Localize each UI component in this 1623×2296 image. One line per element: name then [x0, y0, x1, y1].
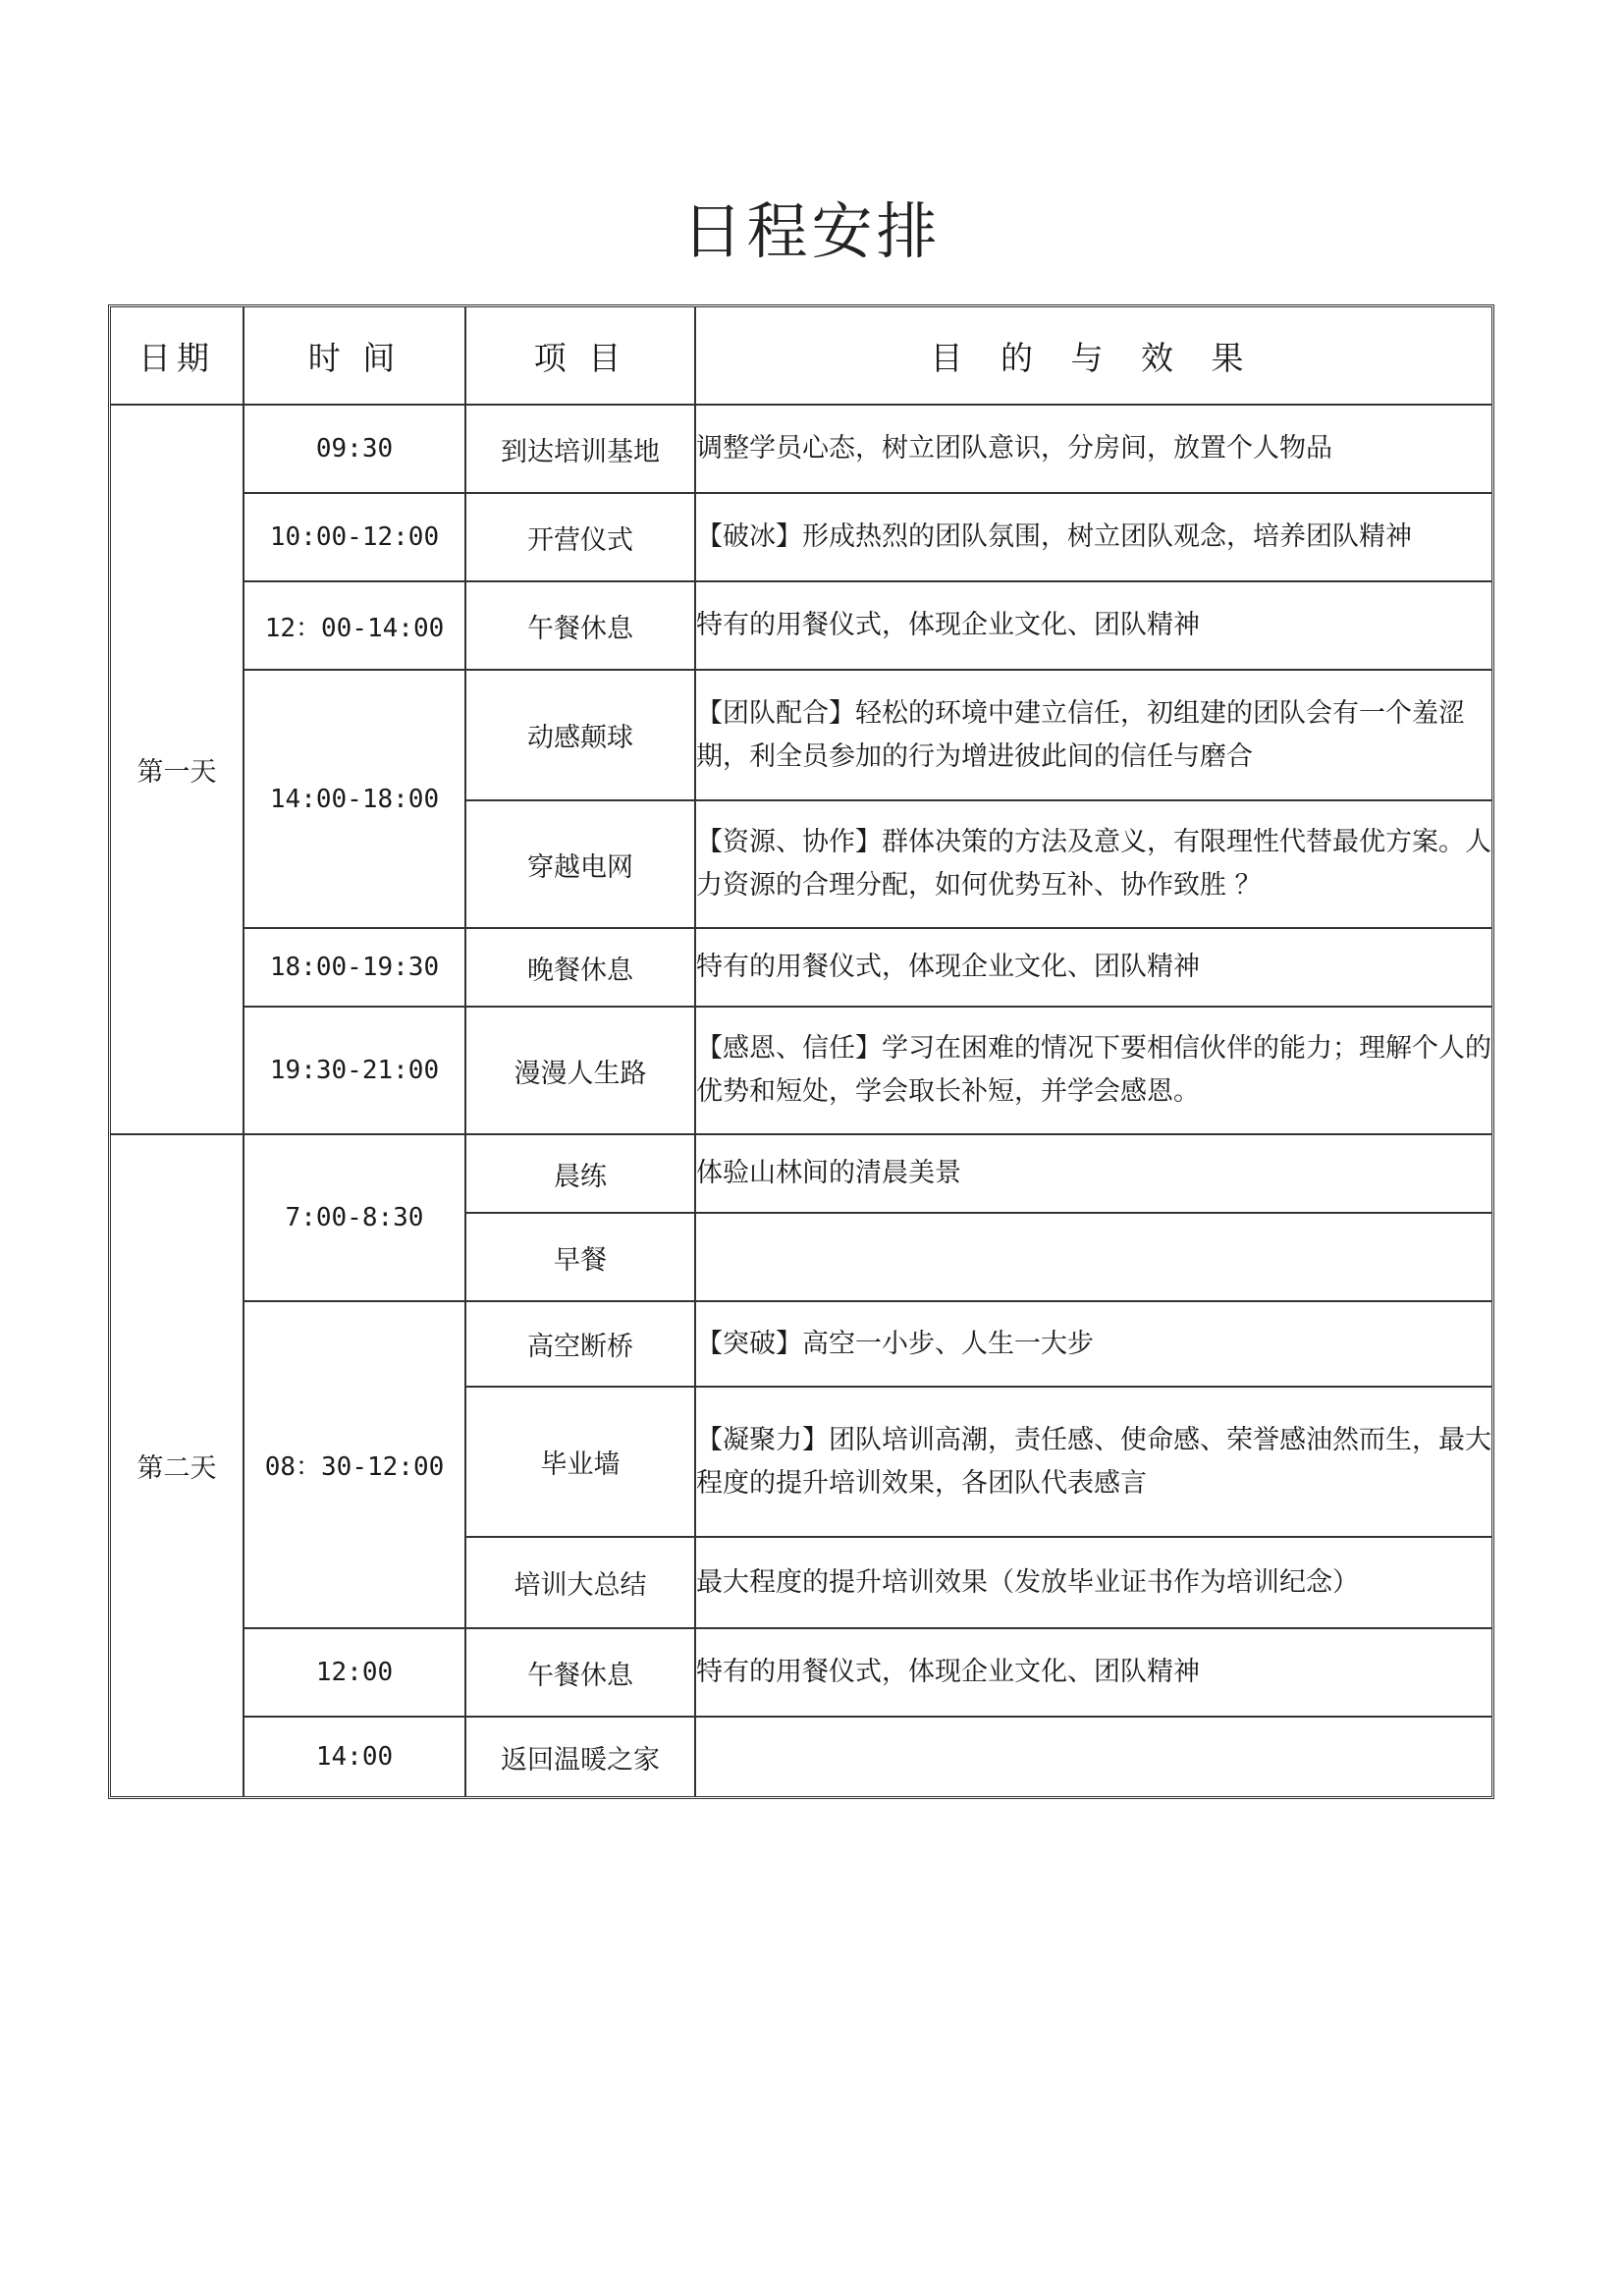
schedule-table — [108, 304, 1494, 1799]
header-purpose: 目 的 与 效 果 — [696, 307, 1491, 406]
item-cell: 穿越电网 — [466, 801, 696, 929]
purpose-cell — [696, 1718, 1491, 1796]
header-time: 时 间 — [244, 307, 466, 406]
header-date: 日期 — [111, 307, 244, 406]
item-cell: 午餐休息 — [466, 1629, 696, 1718]
item-cell: 晨练 — [466, 1135, 696, 1214]
purpose-cell: 【感恩、信任】学习在困难的情况下要相信伙伴的能力；理解个人的优势和短处，学会取长补短，并学会感恩。 — [696, 1008, 1491, 1135]
purpose-cell: 调整学员心态，树立团队意识，分房间，放置个人物品 — [696, 406, 1491, 494]
item-cell: 午餐休息 — [466, 582, 696, 671]
time-cell: 10:00-12:00 — [244, 494, 466, 582]
purpose-cell: 【破冰】形成热烈的团队氛围，树立团队观念，培养团队精神 — [696, 494, 1491, 582]
time-cell: 18:00-19:30 — [244, 929, 466, 1008]
item-cell: 开营仪式 — [466, 494, 696, 582]
time-cell: 09:30 — [244, 406, 466, 494]
purpose-cell: 特有的用餐仪式，体现企业文化、团队精神 — [696, 929, 1491, 1008]
header-item: 项 目 — [466, 307, 696, 406]
day-label: 第二天 — [111, 1135, 244, 1796]
table-row — [111, 929, 1491, 1008]
item-cell: 晚餐休息 — [466, 929, 696, 1008]
purpose-cell: 特有的用餐仪式，体现企业文化、团队精神 — [696, 582, 1491, 671]
time-cell: 14:00-18:00 — [244, 671, 466, 929]
table-row — [111, 1135, 1491, 1214]
purpose-cell: 最大程度的提升培训效果（发放毕业证书作为培训纪念） — [696, 1538, 1491, 1629]
time-cell: 08：30-12:00 — [244, 1302, 466, 1629]
table-header-row — [111, 307, 1491, 406]
item-cell: 到达培训基地 — [466, 406, 696, 494]
item-cell: 高空断桥 — [466, 1302, 696, 1388]
item-cell: 早餐 — [466, 1214, 696, 1302]
item-cell: 漫漫人生路 — [466, 1008, 696, 1135]
table-row — [111, 671, 1491, 801]
time-cell: 12:00 — [244, 1629, 466, 1718]
purpose-cell: 【凝聚力】团队培训高潮，责任感、使命感、荣誉感油然而生，最大程度的提升培训效果，各团队代表感言 — [696, 1388, 1491, 1538]
day-label: 第一天 — [111, 406, 244, 1135]
item-cell: 毕业墙 — [466, 1388, 696, 1538]
time-cell: 19:30-21:00 — [244, 1008, 466, 1135]
time-cell: 7:00-8:30 — [244, 1135, 466, 1302]
purpose-cell — [696, 1214, 1491, 1302]
item-cell: 培训大总结 — [466, 1538, 696, 1629]
time-cell: 12：00-14:00 — [244, 582, 466, 671]
purpose-cell: 特有的用餐仪式，体现企业文化、团队精神 — [696, 1629, 1491, 1718]
table-row — [111, 582, 1491, 671]
table-row — [111, 494, 1491, 582]
purpose-cell: 【资源、协作】群体决策的方法及意义，有限理性代替最优方案。人力资源的合理分配，如何优势互补、协作致胜 ？ — [696, 801, 1491, 929]
table-row — [111, 1718, 1491, 1796]
purpose-cell: 【团队配合】轻松的环境中建立信任，初组建的团队会有一个羞涩期，利全员参加的行为增进彼此间的信任与磨合 — [696, 671, 1491, 801]
page-title: 日程安排 — [681, 195, 942, 267]
item-cell: 动感颠球 — [466, 671, 696, 801]
table-row — [111, 1008, 1491, 1135]
purpose-cell: 【突破】高空一小步、人生一大步 — [696, 1302, 1491, 1388]
time-cell: 14:00 — [244, 1718, 466, 1796]
table-row — [111, 1302, 1491, 1388]
item-cell: 返回温暖之家 — [466, 1718, 696, 1796]
table-row — [111, 1629, 1491, 1718]
table-row — [111, 406, 1491, 494]
purpose-cell: 体验山林间的清晨美景 — [696, 1135, 1491, 1214]
